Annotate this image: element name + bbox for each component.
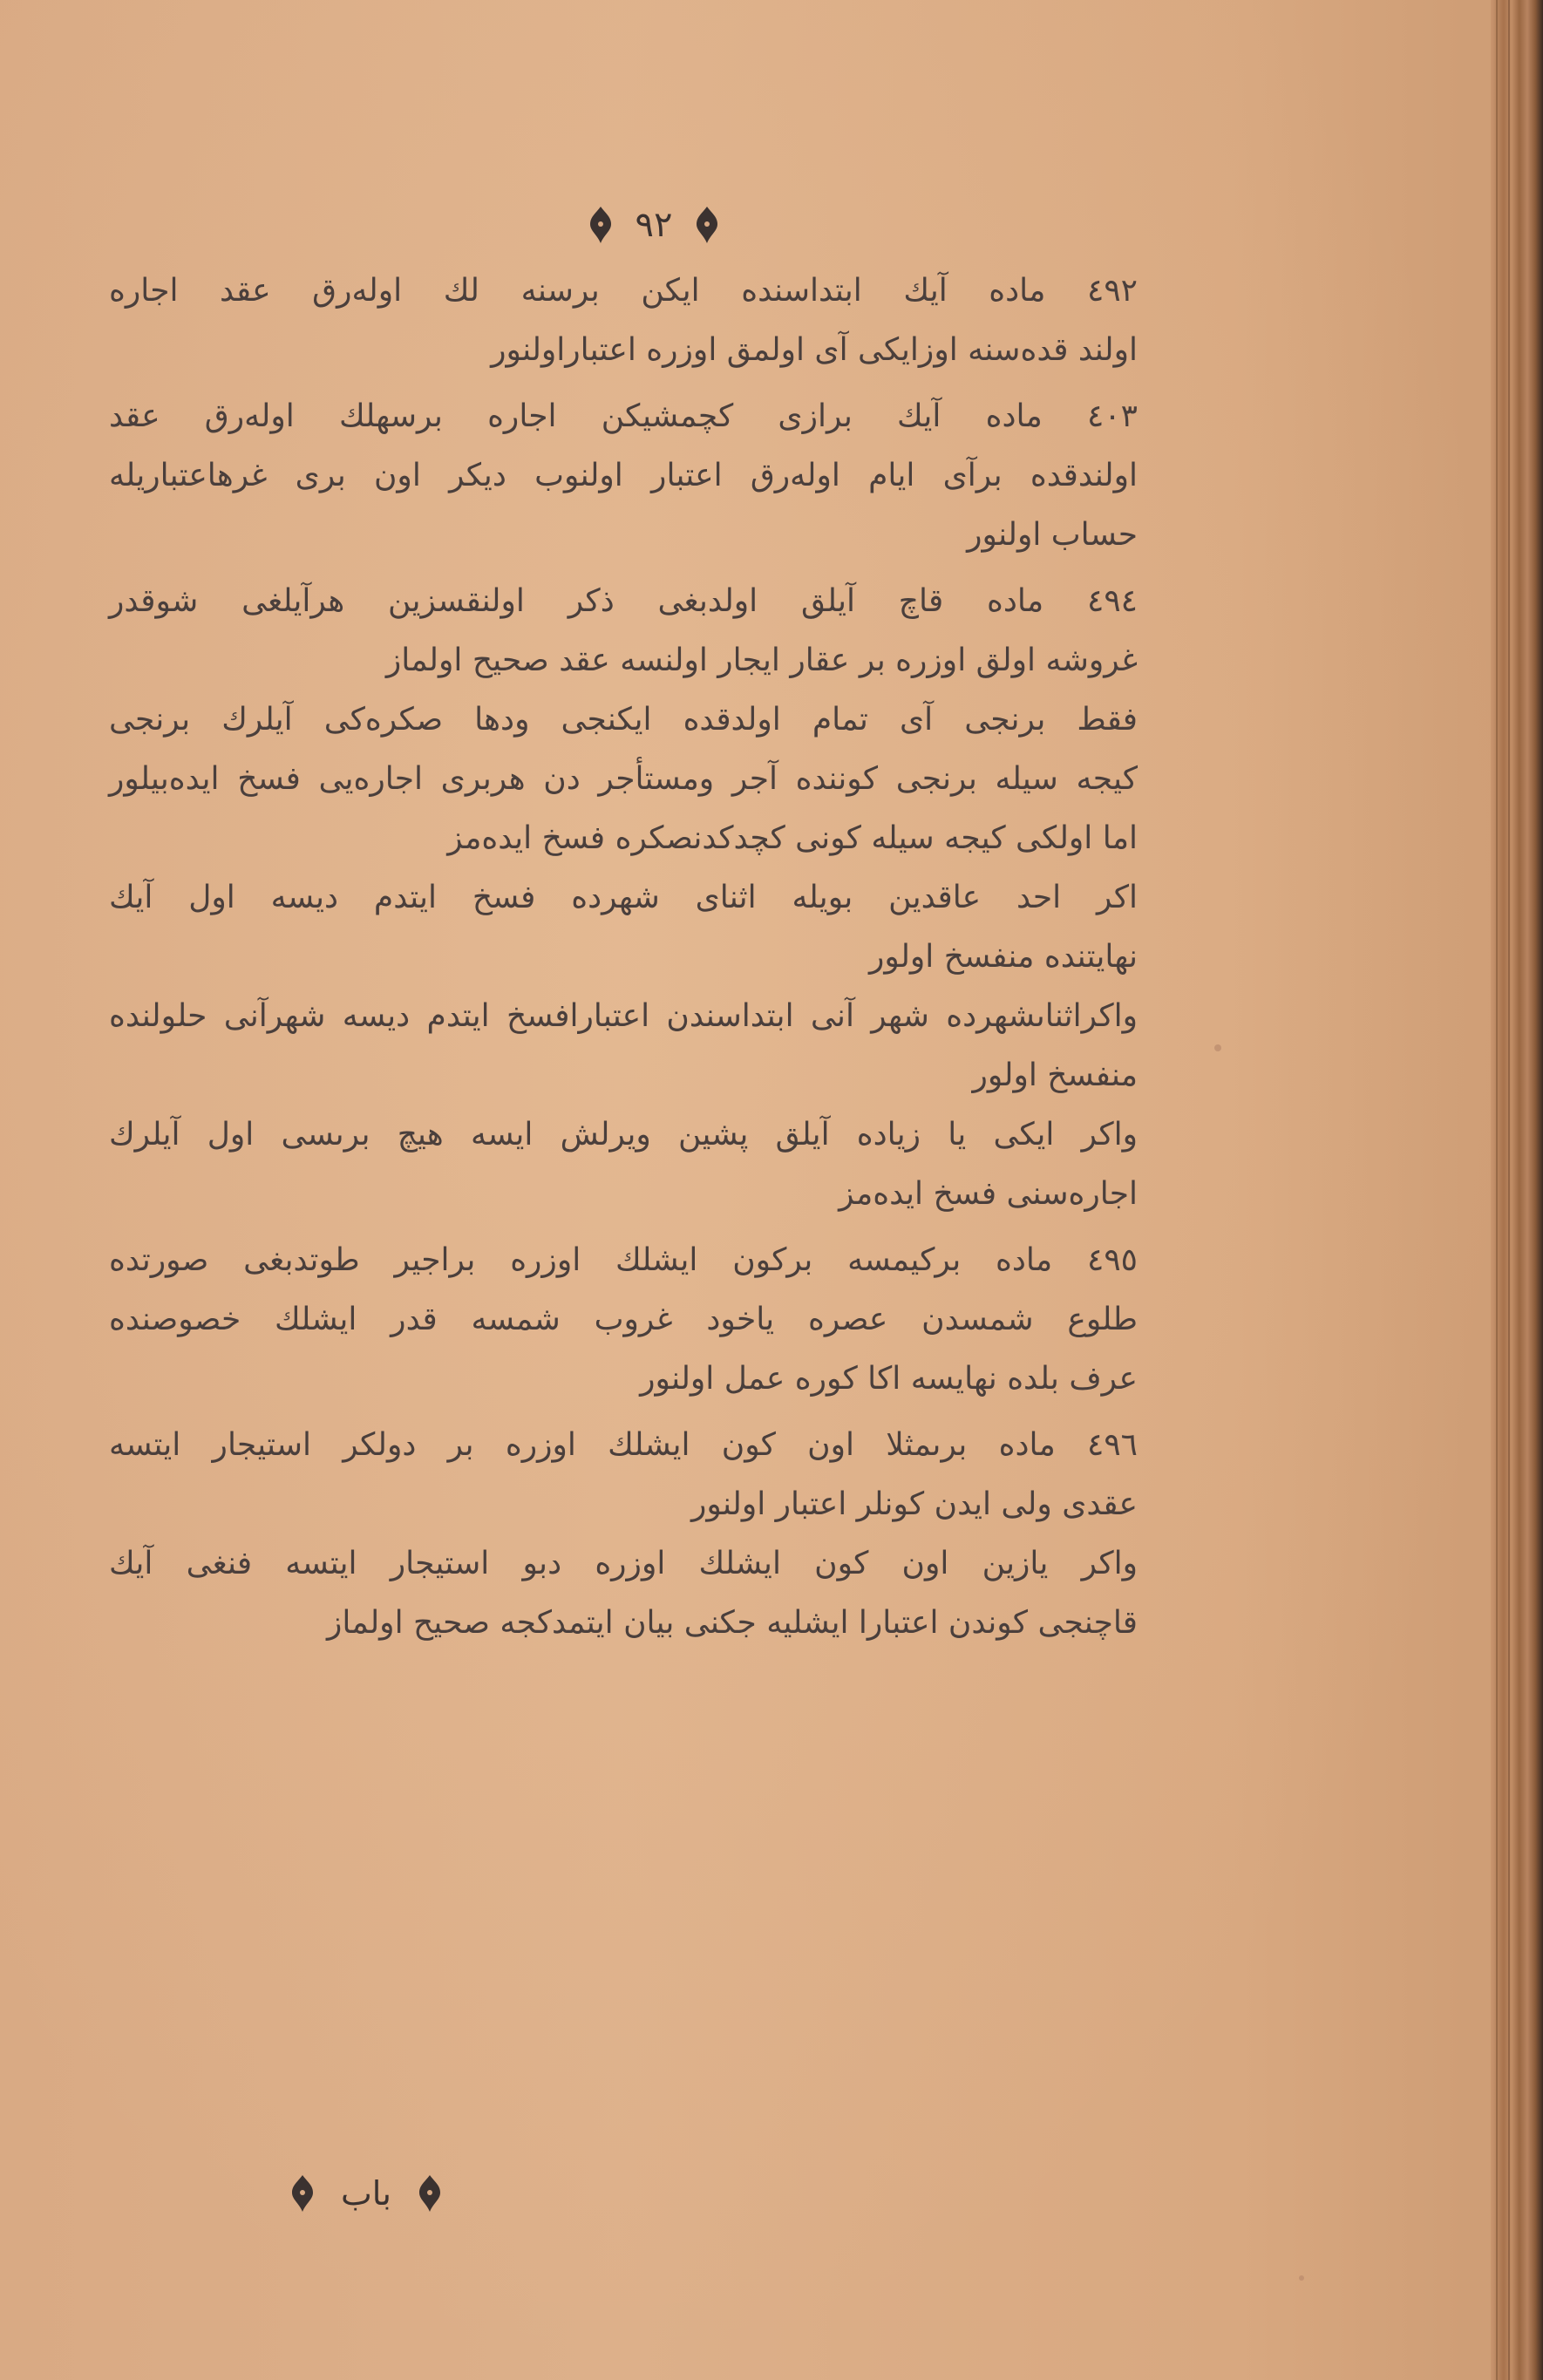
text-line: كيجه سيله برنجى كوننده آجر ومستأجر دن هربرى اجارەيى فسخ ايدەبيلور — [109, 761, 1138, 797]
paper-speck — [1214, 1044, 1221, 1051]
text-line: اولندقده برآى ايام اولەرق اعتبار اولنوب ديكر اون برى غرهاعتباريله — [109, 458, 1138, 493]
text-line: اكر احد عاقدين بويله اثناى شهرده فسخ ايتدم ديسه اول آيك — [109, 880, 1138, 915]
text-line: فقط برنجى آى تمام اولدقده ايكنجى ودها صكرەكى آيلرك برنجى — [109, 702, 1138, 738]
text-line: ٤٩٢ ماده آيك ابتداسنده ايكن برسنه لك اولەرق عقد اجاره — [109, 273, 1138, 309]
text-line: واكر يازين اون كون ايشلك اوزره دبو استيجار ايتسه فنغى آيك — [109, 1546, 1138, 1581]
text-line: واكراثناىشهرده شهر آنى ابتداسندن اعتبارافسخ ايتدم ديسه شهرآنى حلولنده — [109, 998, 1138, 1034]
text-line: واكر ايكى يا زياده آيلق پشين ويرلش ايسه هيچ برىسى اول آيلرك — [109, 1117, 1138, 1153]
text-line: عرف بلده نهايسه اكا كوره عمل اولنور — [640, 1361, 1138, 1397]
text-line: اجارەسنى فسخ ايدەمز — [839, 1176, 1138, 1212]
text-line: ٤٠٣ ماده آيك برازى كچمشيكن اجاره برسهلك اولەرق عقد — [109, 398, 1138, 434]
page-header — [575, 199, 732, 251]
text-line: اما اولكى كيجه سيله كونى كچدكدنصكره فسخ ايدەمز — [447, 820, 1138, 856]
page-edge — [1491, 0, 1543, 2380]
text-line: حساب اولنور — [967, 517, 1138, 553]
paper-speck — [1299, 2275, 1304, 2281]
text-line: نهايتنده منفسخ اولور — [868, 939, 1138, 975]
text-line: منفسخ اولور — [972, 1057, 1138, 1093]
page-number: ٩٢ — [635, 205, 673, 245]
text-line: اولند قدەسنه اوزايكى آى اولمق اوزره اعتباراولنور — [491, 332, 1138, 368]
fleuron-icon — [691, 203, 723, 247]
text-line: عقدى ولى ايدن كونلر اعتبار اولنور — [691, 1486, 1138, 1522]
fleuron-icon — [414, 2172, 445, 2215]
page-footer — [279, 2167, 453, 2220]
text-line: غروشه اولق اوزره بر عقار ايجار اولنسه عقد صحيح اولماز — [385, 643, 1138, 678]
text-line: ٤٩٤ ماده قاچ آيلق اولدبغى ذكر اولنقسزين هرآيلغى شوقدر — [109, 583, 1138, 619]
text-line: ٤٩٥ ماده بركيمسه بركون ايشلك اوزره براجير طوتدبغى صورتده — [109, 1242, 1138, 1278]
body-text — [109, 262, 1138, 1653]
text-line: طلوع شمسدن عصره ياخود غروب شمسه قدر ايشلك خصوصنده — [109, 1302, 1138, 1337]
fleuron-icon — [287, 2172, 318, 2215]
catchword: باب — [341, 2174, 391, 2213]
text-line: ٤٩٦ ماده برىمثلا اون كون ايشلك اوزره بر دولكر استيجار ايتسه — [109, 1427, 1138, 1463]
fleuron-icon — [585, 203, 616, 247]
text-line: قاچنجى كوندن اعتبارا ايشليه جكنى بيان ايتمدكجه صحيح اولماز — [327, 1605, 1138, 1641]
